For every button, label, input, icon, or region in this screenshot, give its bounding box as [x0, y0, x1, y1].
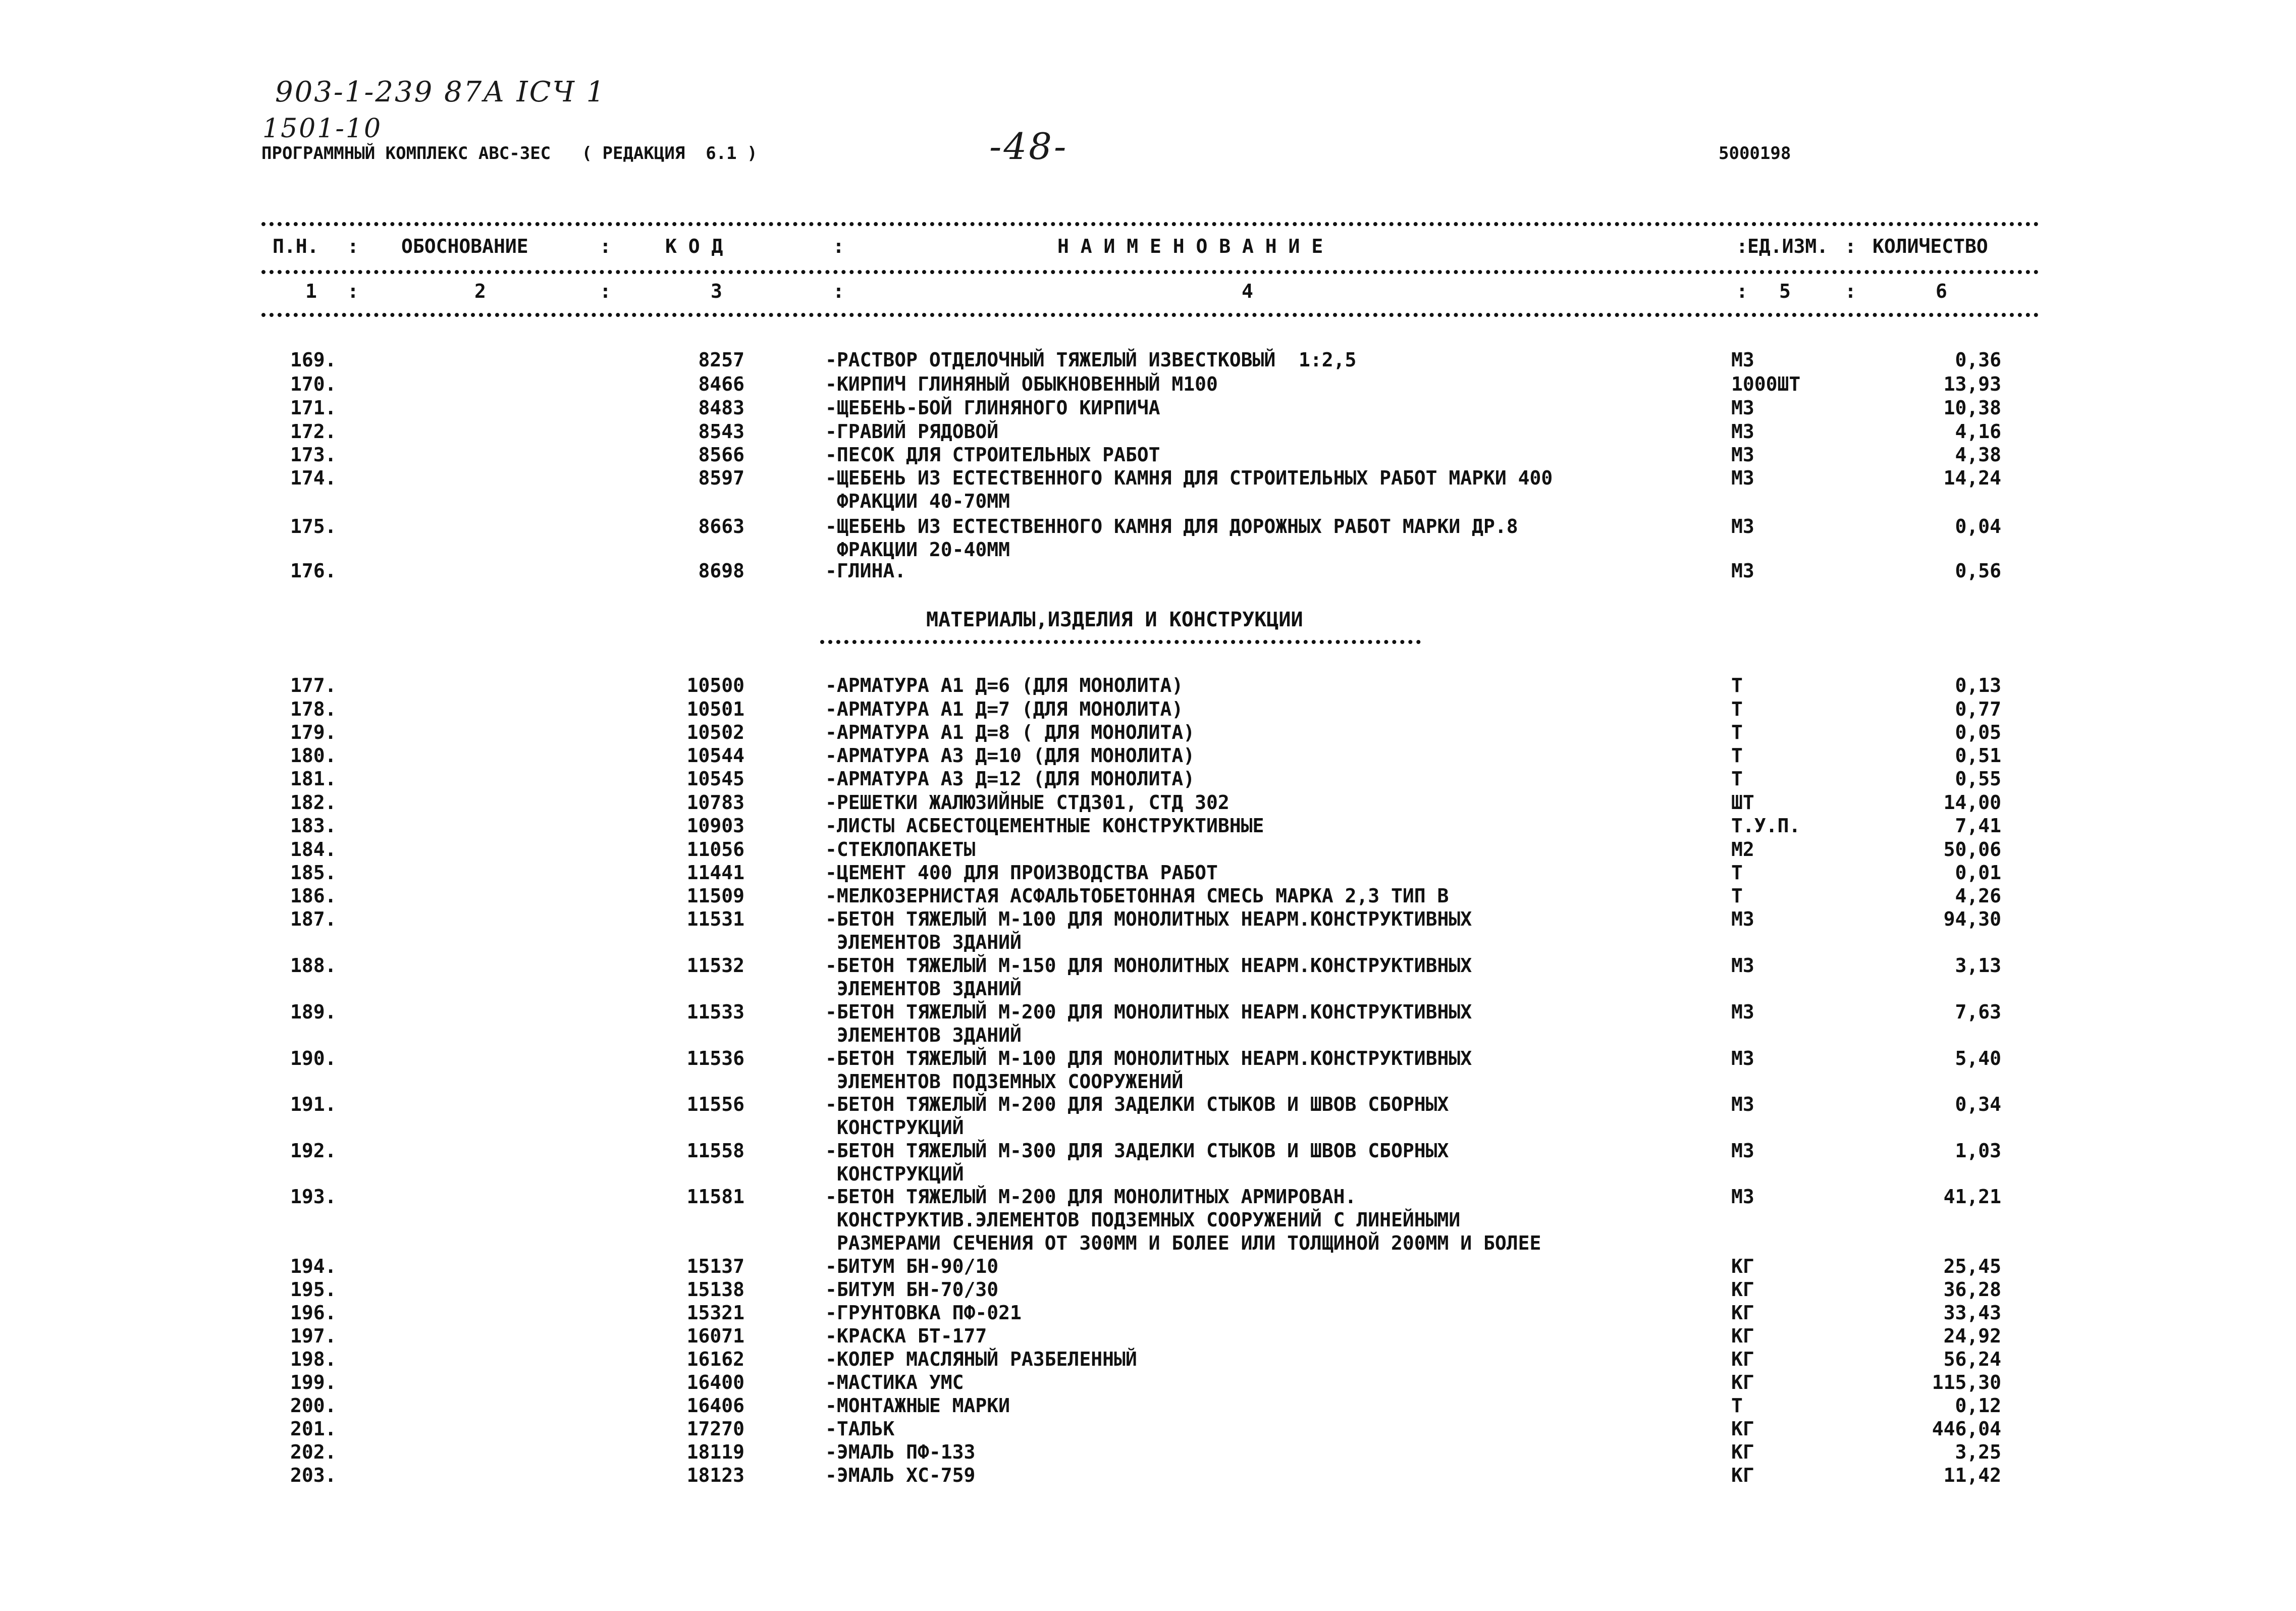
col-separator: :: [347, 280, 359, 302]
row-number: 189.: [290, 1001, 337, 1023]
row-code: 18119: [686, 1441, 744, 1463]
section-underline: [820, 640, 1421, 644]
row-quantity: 56,24: [1943, 1348, 2001, 1370]
row-name: -ГРАВИЙ РЯДОВОЙ: [825, 420, 999, 443]
row-code: 16071: [686, 1325, 744, 1347]
row-name: -БЕТОН ТЯЖЕЛЫЙ М-200 ДЛЯ МОНОЛИТНЫХ АРМИРОВАН. КОНСТРУКТИВ.ЭЛЕМЕНТОВ ПОДЗЕМНЫХ СООРУЖЕНИЙ С ЛИНЕЙНЫМИ РАЗМЕРАМИ СЕЧЕНИЯ ОТ 300ММ И БОЛЕЕ ИЛИ ТОЛЩИНОЙ 200ММ И БОЛЕЕ: [825, 1186, 1541, 1254]
row-number: 192.: [290, 1140, 337, 1162]
row-quantity: 11,42: [1943, 1464, 2001, 1486]
row-code: 11533: [686, 1001, 744, 1023]
row-name: -АРМАТУРА А3 Д=12 (ДЛЯ МОНОЛИТА): [825, 768, 1195, 790]
table-rule-mid: [261, 270, 2039, 274]
row-unit: Т: [1731, 1394, 1743, 1417]
row-quantity: 94,30: [1943, 908, 2001, 930]
row-number: 203.: [290, 1464, 337, 1486]
row-unit: Т: [1731, 768, 1743, 790]
row-code: 10502: [686, 721, 744, 743]
row-number: 186.: [290, 885, 337, 907]
row-unit: М3: [1731, 560, 1754, 582]
row-code: 11581: [686, 1186, 744, 1208]
row-quantity: 41,21: [1943, 1186, 2001, 1208]
row-name: -АРМАТУРА А1 Д=6 (ДЛЯ МОНОЛИТА): [825, 674, 1184, 696]
row-number: 175.: [290, 515, 337, 538]
row-name: -ЩЕБЕНЬ-БОЙ ГЛИНЯНОГО КИРПИЧА: [825, 397, 1160, 419]
row-code: 11532: [686, 954, 744, 977]
row-number: 185.: [290, 862, 337, 884]
row-quantity: 0,13: [1955, 674, 2001, 696]
row-quantity: 24,92: [1943, 1325, 2001, 1347]
row-name: -КОЛЕР МАСЛЯНЫЙ РАЗБЕЛЕННЫЙ: [825, 1348, 1137, 1370]
row-number: 173.: [290, 444, 337, 466]
row-number: 188.: [290, 954, 337, 977]
row-name: -МАСТИКА УМС: [825, 1371, 964, 1393]
row-number: 187.: [290, 908, 337, 930]
row-name: -БЕТОН ТЯЖЕЛЫЙ М-200 ДЛЯ ЗАДЕЛКИ СТЫКОВ И ШВОВ СБОРНЫХ КОНСТРУКЦИЙ: [825, 1093, 1449, 1139]
row-unit: КГ: [1731, 1255, 1754, 1277]
row-unit: М3: [1731, 1001, 1754, 1023]
col-separator: :: [347, 235, 359, 257]
row-number: 197.: [290, 1325, 337, 1347]
row-unit: М3: [1731, 1186, 1754, 1208]
row-unit: М3: [1731, 1140, 1754, 1162]
handwritten-note-second: 1501-10: [262, 114, 383, 144]
col-title-code: К О Д: [665, 235, 723, 257]
row-number: 194.: [290, 1255, 337, 1277]
row-name: -БИТУМ БН-70/30: [825, 1278, 999, 1301]
row-quantity: 25,45: [1943, 1255, 2001, 1277]
row-number: 183.: [290, 815, 337, 837]
handwritten-note-top: 903-1-239 87А IСЧ 1: [275, 76, 606, 109]
row-code: 11056: [686, 838, 744, 861]
row-unit: Т: [1731, 698, 1743, 720]
row-number: 195.: [290, 1278, 337, 1301]
col-separator: :: [1736, 235, 1748, 257]
row-name: -ЩЕБЕНЬ ИЗ ЕСТЕСТВЕННОГО КАМНЯ ДЛЯ ДОРОЖНЫХ РАБОТ МАРКИ ДР.8 ФРАКЦИИ 20-40ММ: [825, 515, 1518, 561]
row-quantity: 0,34: [1955, 1093, 2001, 1115]
row-quantity: 115,30: [1932, 1371, 2001, 1393]
row-name: -БИТУМ БН-90/10: [825, 1255, 999, 1277]
col-separator: :: [1845, 235, 1856, 257]
row-unit: КГ: [1731, 1302, 1754, 1324]
row-code: 16400: [686, 1371, 744, 1393]
row-code: 8663: [698, 515, 744, 538]
row-quantity: 33,43: [1943, 1302, 2001, 1324]
row-code: 11556: [686, 1093, 744, 1115]
row-quantity: 10,38: [1943, 397, 2001, 419]
row-unit: М3: [1731, 444, 1754, 466]
row-quantity: 0,04: [1955, 515, 2001, 538]
row-name: -КИРПИЧ ГЛИНЯНЫЙ ОБЫКНОВЕННЫЙ М100: [825, 373, 1218, 395]
row-unit: М3: [1731, 397, 1754, 419]
row-code: 8597: [698, 467, 744, 489]
row-unit: Т: [1731, 885, 1743, 907]
row-number: 177.: [290, 674, 337, 696]
row-code: 10544: [686, 744, 744, 767]
row-name: -ГЛИНА.: [825, 560, 906, 582]
row-name: -БЕТОН ТЯЖЕЛЫЙ М-300 ДЛЯ ЗАДЕЛКИ СТЫКОВ И ШВОВ СБОРНЫХ КОНСТРУКЦИЙ: [825, 1140, 1449, 1185]
row-number: 179.: [290, 721, 337, 743]
row-quantity: 3,13: [1955, 954, 2001, 977]
col-title-unit: ЕД.ИЗМ.: [1747, 235, 1829, 257]
section-title: МАТЕРИАЛЫ,ИЗДЕЛИЯ И КОНСТРУКЦИИ: [926, 608, 1303, 631]
row-unit: М3: [1731, 515, 1754, 538]
row-quantity: 7,63: [1955, 1001, 2001, 1023]
row-code: 16162: [686, 1348, 744, 1370]
col-number-5: 5: [1779, 280, 1791, 302]
row-name: -БЕТОН ТЯЖЕЛЫЙ М-200 ДЛЯ МОНОЛИТНЫХ НЕАРМ.КОНСТРУКТИВНЫХ ЭЛЕМЕНТОВ ЗДАНИЙ: [825, 1001, 1472, 1046]
row-quantity: 4,16: [1955, 420, 2001, 443]
row-name: -ТАЛЬК: [825, 1418, 895, 1440]
row-code: 8466: [698, 373, 744, 395]
row-quantity: 4,38: [1955, 444, 2001, 466]
row-code: 8483: [698, 397, 744, 419]
row-name: -РЕШЕТКИ ЖАЛЮЗИЙНЫЕ СТД301, СТД 302: [825, 791, 1230, 814]
row-quantity: 1,03: [1955, 1140, 2001, 1162]
row-code: 15321: [686, 1302, 744, 1324]
row-name: -ЦЕМЕНТ 400 ДЛЯ ПРОИЗВОДСТВА РАБОТ: [825, 862, 1218, 884]
row-number: 171.: [290, 397, 337, 419]
row-unit: Т: [1731, 744, 1743, 767]
table-rule-bottom: [261, 313, 2039, 317]
row-number: 174.: [290, 467, 337, 489]
col-separator: :: [1736, 280, 1748, 302]
row-quantity: 0,05: [1955, 721, 2001, 743]
col-separator: :: [833, 280, 844, 302]
row-quantity: 446,04: [1932, 1418, 2001, 1440]
row-number: 178.: [290, 698, 337, 720]
row-number: 200.: [290, 1394, 337, 1417]
row-name: -БЕТОН ТЯЖЕЛЫЙ М-150 ДЛЯ МОНОЛИТНЫХ НЕАРМ.КОНСТРУКТИВНЫХ ЭЛЕМЕНТОВ ЗДАНИЙ: [825, 954, 1472, 1000]
row-name: -ЭМАЛЬ ХС-759: [825, 1464, 976, 1486]
row-number: 176.: [290, 560, 337, 582]
row-quantity: 0,56: [1955, 560, 2001, 582]
row-unit: КГ: [1731, 1278, 1754, 1301]
row-code: 16406: [686, 1394, 744, 1417]
row-unit: Т: [1731, 862, 1743, 884]
row-code: 10501: [686, 698, 744, 720]
row-number: 199.: [290, 1371, 337, 1393]
row-number: 181.: [290, 768, 337, 790]
row-number: 198.: [290, 1348, 337, 1370]
row-name: -БЕТОН ТЯЖЕЛЫЙ М-100 ДЛЯ МОНОЛИТНЫХ НЕАРМ.КОНСТРУКТИВНЫХ ЭЛЕМЕНТОВ ЗДАНИЙ: [825, 908, 1472, 953]
row-quantity: 0,01: [1955, 862, 2001, 884]
row-name: -ГРУНТОВКА ПФ-021: [825, 1302, 1022, 1324]
row-unit: КГ: [1731, 1348, 1754, 1370]
row-code: 15137: [686, 1255, 744, 1277]
row-code: 10783: [686, 791, 744, 814]
row-unit: М2: [1731, 838, 1754, 861]
row-number: 172.: [290, 420, 337, 443]
row-code: 11536: [686, 1047, 744, 1069]
row-number: 191.: [290, 1093, 337, 1115]
row-name: -ЛИСТЫ АСБЕСТОЦЕМЕНТНЫЕ КОНСТРУКТИВНЫЕ: [825, 815, 1264, 837]
row-name: -МЕЛКОЗЕРНИСТАЯ АСФАЛЬТОБЕТОННАЯ СМЕСЬ МАРКА 2,3 ТИП В: [825, 885, 1449, 907]
row-quantity: 4,26: [1955, 885, 2001, 907]
table-rule-top: [261, 222, 2039, 226]
row-name: -СТЕКЛОПАКЕТЫ: [825, 838, 976, 861]
row-unit: М3: [1731, 349, 1754, 371]
col-title-num: П.Н.: [273, 235, 319, 257]
row-code: 11441: [686, 862, 744, 884]
program-title: ПРОГРАММНЫЙ КОМПЛЕКС АВС-3ЕС ( РЕДАКЦИЯ 6.1 ): [261, 143, 758, 164]
col-number-4: 4: [1242, 280, 1253, 302]
row-unit: КГ: [1731, 1441, 1754, 1463]
row-quantity: 50,06: [1943, 838, 2001, 861]
row-number: 202.: [290, 1441, 337, 1463]
row-quantity: 14,00: [1943, 791, 2001, 814]
row-quantity: 7,41: [1955, 815, 2001, 837]
row-code: 11509: [686, 885, 744, 907]
col-separator: :: [833, 235, 844, 257]
row-code: 10500: [686, 674, 744, 696]
row-unit: М3: [1731, 467, 1754, 489]
col-title-qty: КОЛИЧЕСТВО: [1873, 235, 1988, 257]
row-name: -РАСТВОР ОТДЕЛОЧНЫЙ ТЯЖЕЛЫЙ ИЗВЕСТКОВЫЙ 1:2,5: [825, 349, 1357, 371]
row-number: 196.: [290, 1302, 337, 1324]
row-unit: М3: [1731, 908, 1754, 930]
col-title-name: Н А И М Е Н О В А Н И Е: [1057, 235, 1323, 257]
col-number-1: 1: [305, 280, 317, 302]
col-number-2: 2: [474, 280, 486, 302]
row-quantity: 13,93: [1943, 373, 2001, 395]
row-quantity: 0,36: [1955, 349, 2001, 371]
row-unit: ШТ: [1731, 791, 1754, 814]
row-code: 17270: [686, 1418, 744, 1440]
row-quantity: 0,55: [1955, 768, 2001, 790]
row-number: 170.: [290, 373, 337, 395]
col-title-basis: ОБОСНОВАНИЕ: [401, 235, 528, 257]
col-separator: :: [600, 235, 611, 257]
row-unit: КГ: [1731, 1464, 1754, 1486]
row-unit: Т.У.П.: [1731, 815, 1801, 837]
row-unit: М3: [1731, 1047, 1754, 1069]
row-code: 8257: [698, 349, 744, 371]
row-quantity: 5,40: [1955, 1047, 2001, 1069]
row-quantity: 0,51: [1955, 744, 2001, 767]
row-name: -АРМАТУРА А3 Д=10 (ДЛЯ МОНОЛИТА): [825, 744, 1195, 767]
row-quantity: 0,77: [1955, 698, 2001, 720]
row-unit: КГ: [1731, 1418, 1754, 1440]
document-code: 5000198: [1719, 143, 1791, 164]
row-unit: М3: [1731, 1093, 1754, 1115]
row-number: 182.: [290, 791, 337, 814]
row-unit: М3: [1731, 954, 1754, 977]
row-unit: Т: [1731, 721, 1743, 743]
row-code: 8543: [698, 420, 744, 443]
row-number: 193.: [290, 1186, 337, 1208]
row-code: 11558: [686, 1140, 744, 1162]
row-number: 201.: [290, 1418, 337, 1440]
row-code: 8698: [698, 560, 744, 582]
row-quantity: 14,24: [1943, 467, 2001, 489]
row-name: -МОНТАЖНЫЕ МАРКИ: [825, 1394, 1010, 1417]
row-quantity: 0,12: [1955, 1394, 2001, 1417]
row-code: 10545: [686, 768, 744, 790]
col-separator: :: [600, 280, 611, 302]
row-unit: М3: [1731, 420, 1754, 443]
row-code: 15138: [686, 1278, 744, 1301]
row-number: 184.: [290, 838, 337, 861]
row-name: -БЕТОН ТЯЖЕЛЫЙ М-100 ДЛЯ МОНОЛИТНЫХ НЕАРМ.КОНСТРУКТИВНЫХ ЭЛЕМЕНТОВ ПОДЗЕМНЫХ СООРУЖЕНИЙ: [825, 1047, 1472, 1093]
row-code: 18123: [686, 1464, 744, 1486]
row-quantity: 3,25: [1955, 1441, 2001, 1463]
row-unit: Т: [1731, 674, 1743, 696]
row-name: -АРМАТУРА А1 Д=8 ( ДЛЯ МОНОЛИТА): [825, 721, 1195, 743]
row-code: 8566: [698, 444, 744, 466]
row-number: 190.: [290, 1047, 337, 1069]
row-unit: 1000ШТ: [1731, 373, 1801, 395]
row-number: 169.: [290, 349, 337, 371]
row-code: 10903: [686, 815, 744, 837]
row-code: 11531: [686, 908, 744, 930]
row-number: 180.: [290, 744, 337, 767]
row-name: -АРМАТУРА А1 Д=7 (ДЛЯ МОНОЛИТА): [825, 698, 1184, 720]
row-name: -ЭМАЛЬ ПФ-133: [825, 1441, 976, 1463]
col-number-3: 3: [711, 280, 722, 302]
col-separator: :: [1845, 280, 1856, 302]
handwritten-page-number: -48-: [989, 125, 1069, 168]
row-unit: КГ: [1731, 1371, 1754, 1393]
col-number-6: 6: [1936, 280, 1947, 302]
row-quantity: 36,28: [1943, 1278, 2001, 1301]
row-name: -ЩЕБЕНЬ ИЗ ЕСТЕСТВЕННОГО КАМНЯ ДЛЯ СТРОИТЕЛЬНЫХ РАБОТ МАРКИ 400 ФРАКЦИИ 40-70ММ: [825, 467, 1553, 512]
row-unit: КГ: [1731, 1325, 1754, 1347]
row-name: -КРАСКА БТ-177: [825, 1325, 987, 1347]
row-name: -ПЕСОК ДЛЯ СТРОИТЕЛЬНЫХ РАБОТ: [825, 444, 1160, 466]
